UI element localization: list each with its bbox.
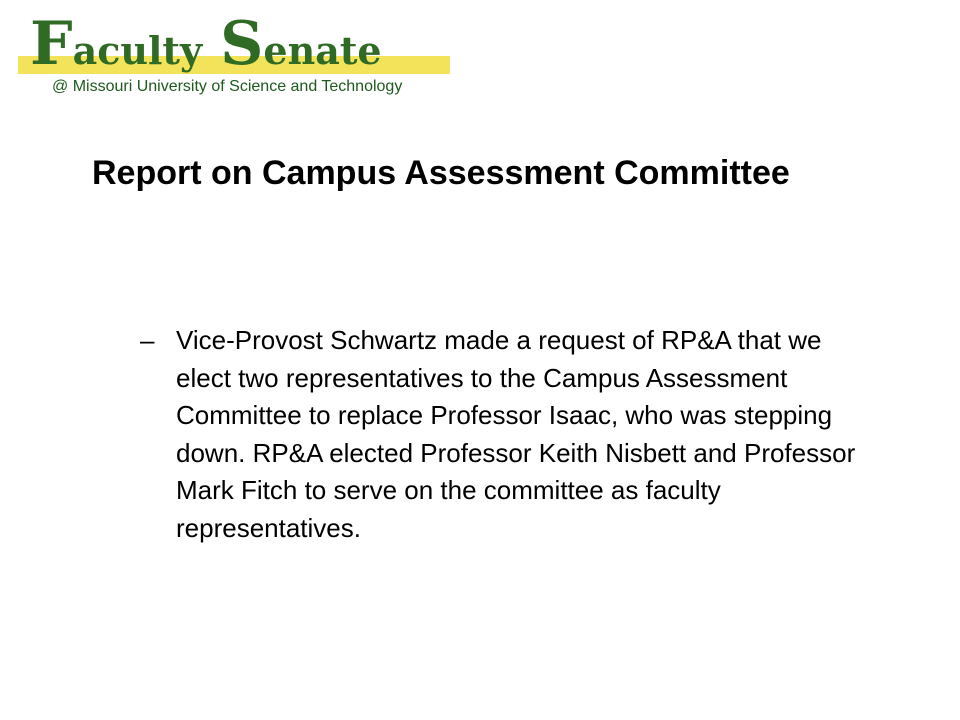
bullet-text: Vice-Provost Schwartz made a request of RP&A that we elect two representatives to the Campus Assessment Committee to replace Professor Isaac, who was stepping down. RP&A elected Professor Keith Nisbett and Professor Mark Fitch to serve on the committee as faculty representatives. (176, 325, 856, 543)
logo-initial-s: S (220, 9, 264, 79)
bullet-item (140, 322, 870, 547)
bullet-dash-marker: – (140, 325, 155, 355)
logo-tagline: @ Missouri University of Science and Technology (52, 78, 403, 95)
logo-initial-f: F (30, 9, 73, 79)
logo-word-aculty: aculty (72, 28, 203, 73)
slide-title: Report on Campus Assessment Committee (92, 154, 790, 192)
logo-word-enate: enate (263, 28, 382, 73)
logo-wordmark (30, 9, 382, 80)
faculty-senate-logo (18, 9, 450, 96)
